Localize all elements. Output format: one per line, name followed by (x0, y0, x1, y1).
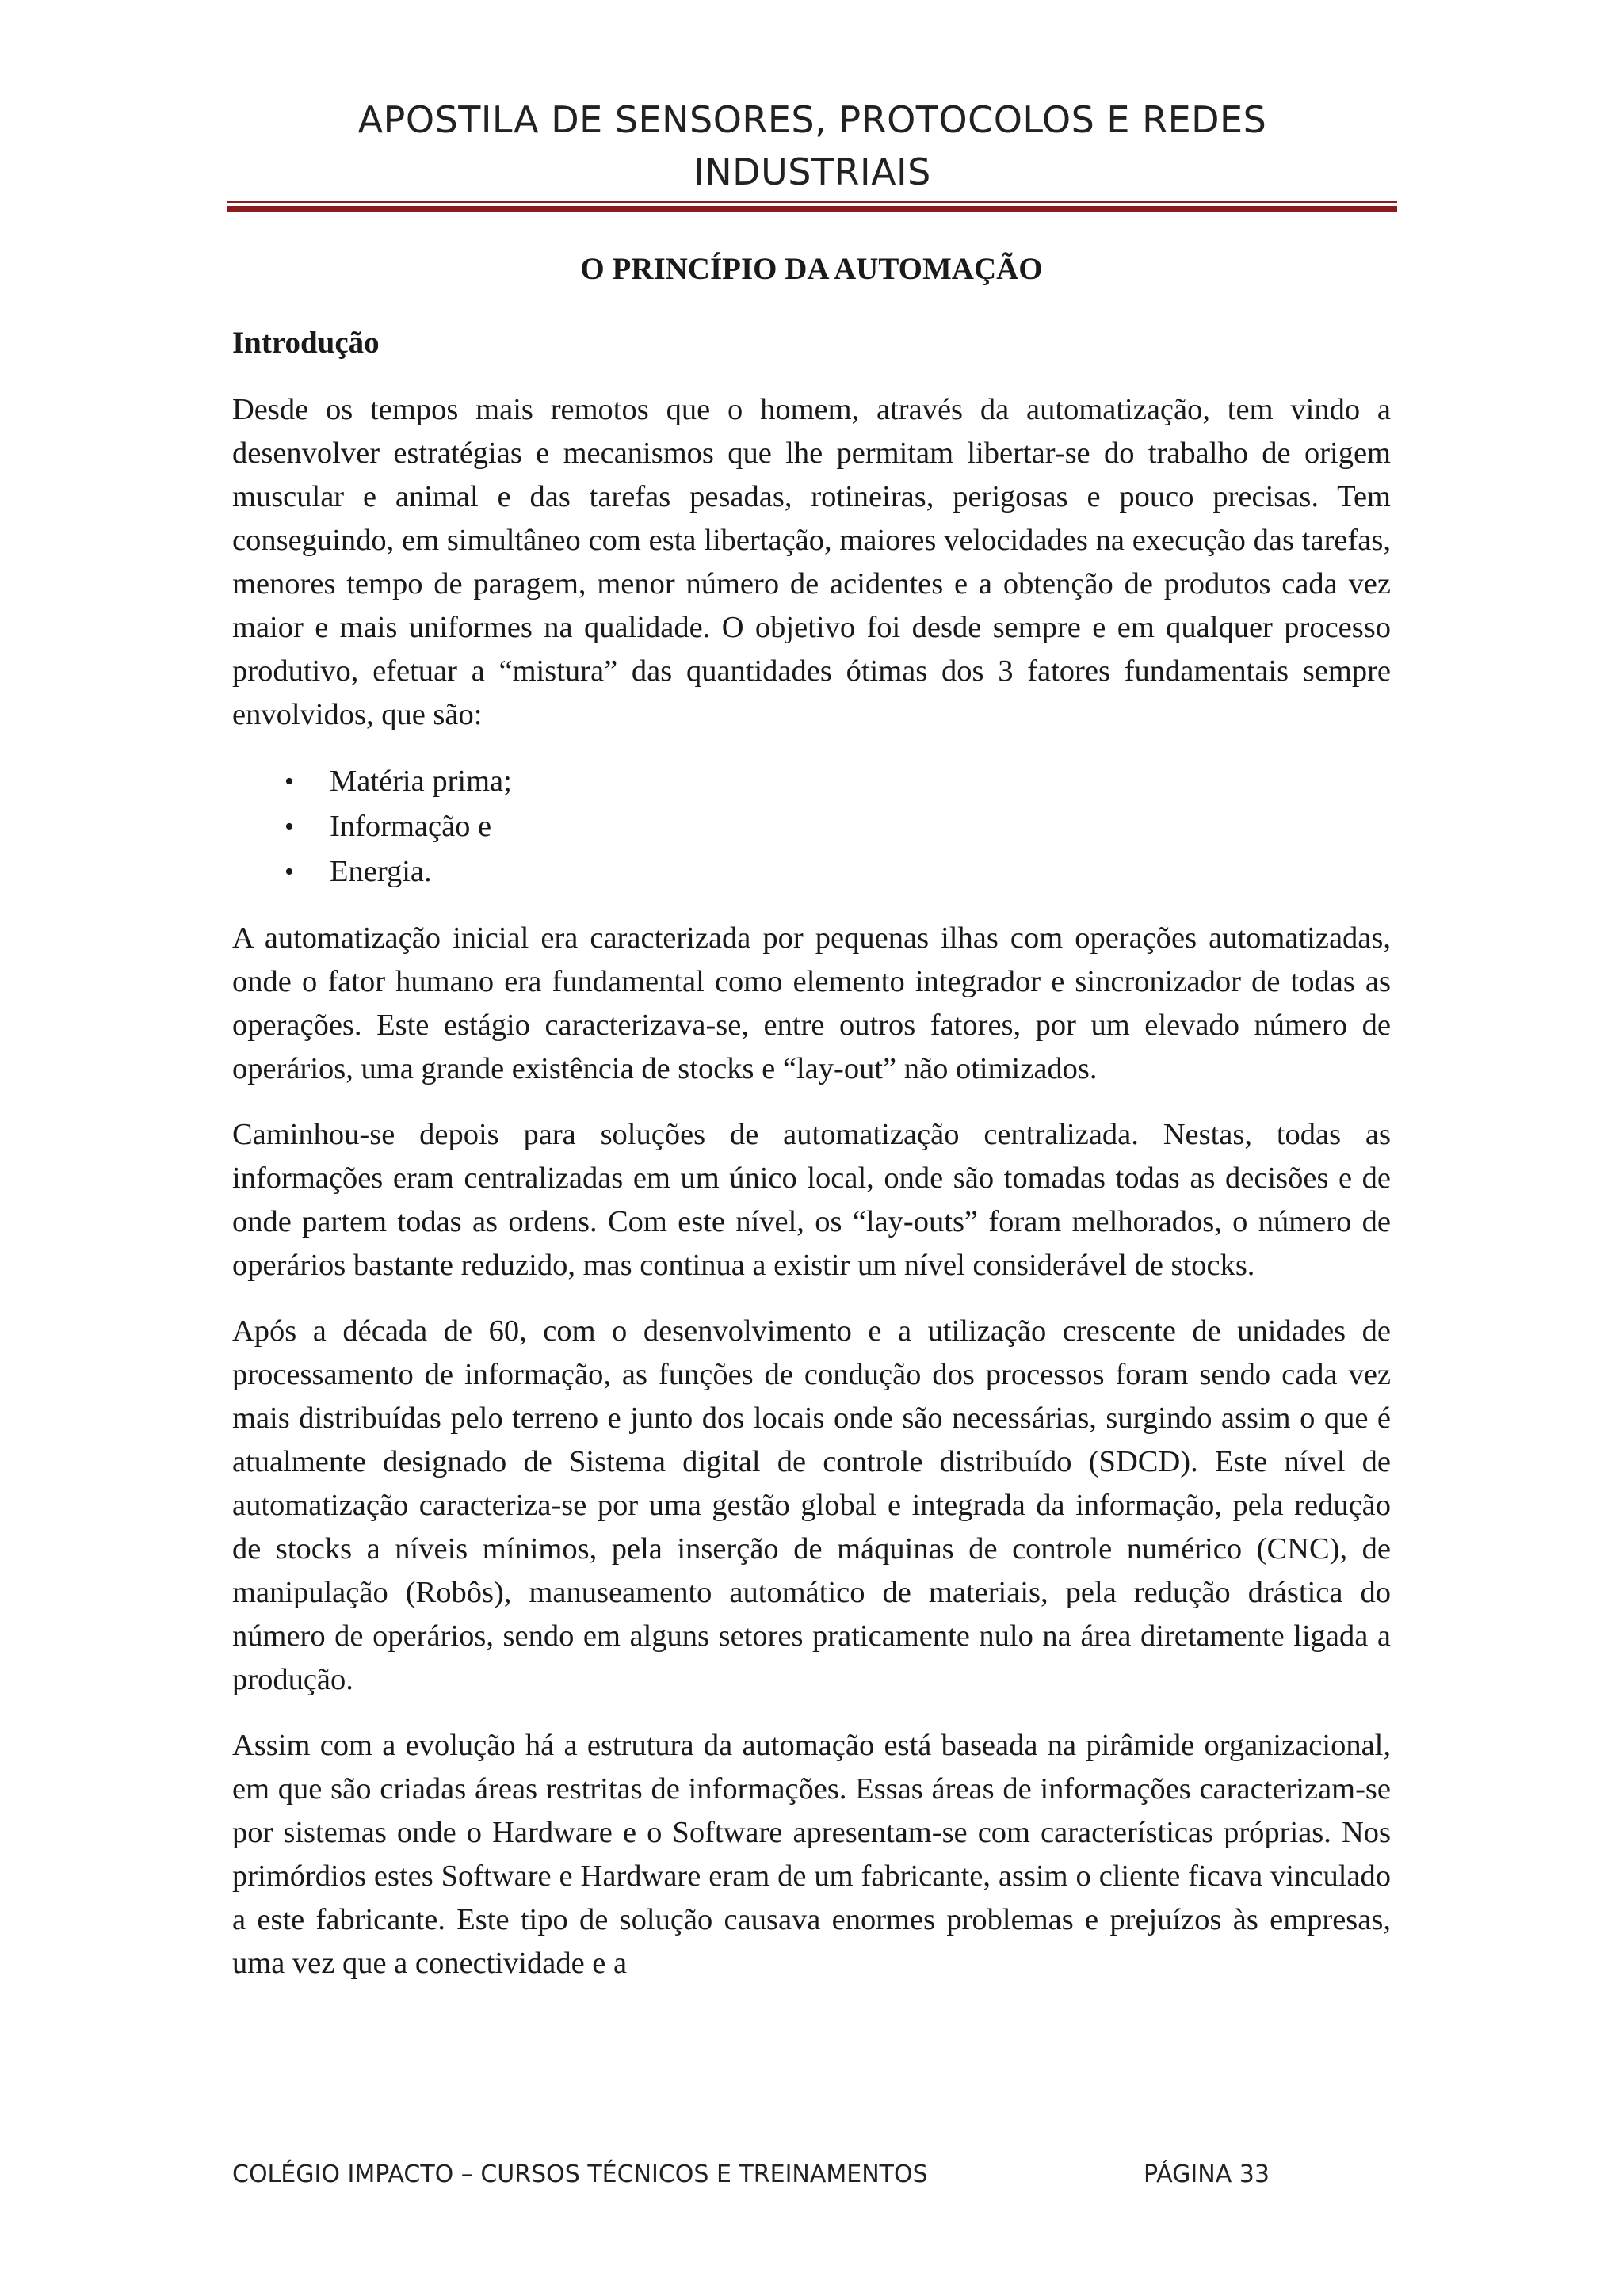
paragraph: Após a década de 60, com o desenvolvimento e a utilização crescente de unidades de processamento de informação, as funções de condução dos processos foram sendo cada vez mais distribuídas pelo terreno e junto dos locais onde são necessárias, surgindo assim o que é atualmente designado de Sistema digital de controle distribuído (SDCD). Este nível de automatização caracteriza-se por uma gestão global e integrada da informação, pela redução de stocks a níveis mínimos, pela inserção de máquinas de controle numérico (CNC), de manipulação (Robôs), manuseamento automático de materiais, pela redução drástica do número de operários, sendo em alguns setores praticamente nulo na área diretamente ligada a produção. (232, 1314, 1391, 1696)
bullet-list (232, 759, 1391, 894)
header-title-line-1: APOSTILA DE SENSORES, PROTOCOLOS E REDES (357, 98, 1267, 141)
bullet-icon: • (285, 857, 294, 887)
footer-page-number: PÁGINA 33 (1144, 2161, 1270, 2188)
paragraph: Desde os tempos mais remotos que o homem, através da automatização, tem vindo a desenvolver estratégias e mecanismos que lhe permitam libertar-se do trabalho de origem muscular e animal e das tarefas pesadas, rotineiras, perigosas e pouco precisas. Tem conseguindo, em simultâneo com esta libertação, maiores velocidades na execução das tarefas, menores tempo de paragem, menor número de acidentes e a obtenção de produtos cada vez maior e mais uniformes na qualidade. O objetivo foi desde sempre e em qualquer processo produtivo, efetuar a “mistura” das quantidades ótimas dos 3 fatores fundamentais sempre envolvidos, que são: (232, 393, 1391, 731)
header-title-line-2: INDUSTRIAIS (693, 151, 931, 193)
list-item-text: Informação e (330, 810, 492, 843)
list-item (232, 849, 1391, 894)
section-title: Introdução (232, 326, 380, 360)
footer-institution: COLÉGIO IMPACTO – CURSOS TÉCNICOS E TREINAMENTOS (232, 2161, 928, 2188)
header-divider-thin (227, 201, 1397, 203)
list-item (232, 759, 1391, 804)
page-header (230, 93, 1395, 198)
chapter-title: O PRINCÍPIO DA AUTOMAÇÃO (580, 252, 1043, 286)
paragraph: Caminhou-se depois para soluções de automatização centralizada. Nestas, todas as informações eram centralizadas em um único local, onde são tomadas todas as decisões e de onde partem todas as ordens. Com este nível, os “lay-outs” foram melhorados, o número de operários bastante reduzido, mas continua a existir um nível considerável de stocks. (232, 1118, 1391, 1282)
list-item-text: Matéria prima; (330, 765, 512, 798)
header-divider-thick (227, 206, 1397, 212)
bullet-icon: • (285, 767, 294, 796)
paragraph: Assim com a evolução há a estrutura da automação está baseada na pirâmide organizacional, em que são criadas áreas restritas de informações. Essas áreas de informações caracterizam-se por sistemas onde o Hardware e o Software apresentam-se com características próprias. Nos primórdios estes Software e Hardware eram de um fabricante, assim o cliente ficava vinculado a este fabricante. Este tipo de solução causava enormes problemas e prejuízos às empresas, uma vez que a conectividade e a (232, 1729, 1391, 1980)
list-item-text: Energia. (330, 855, 432, 888)
bullet-icon: • (285, 812, 294, 841)
page-content (232, 247, 1391, 2008)
list-item (232, 804, 1391, 849)
paragraph: A automatização inicial era caracterizada por pequenas ilhas com operações automatizadas, onde o fator humano era fundamental como elemento integrador e sincronizador de todas as operações. Este estágio caracterizava-se, entre outros fatores, por um elevado número de operários, uma grande existência de stocks e “lay-out” não otimizados. (232, 921, 1391, 1085)
